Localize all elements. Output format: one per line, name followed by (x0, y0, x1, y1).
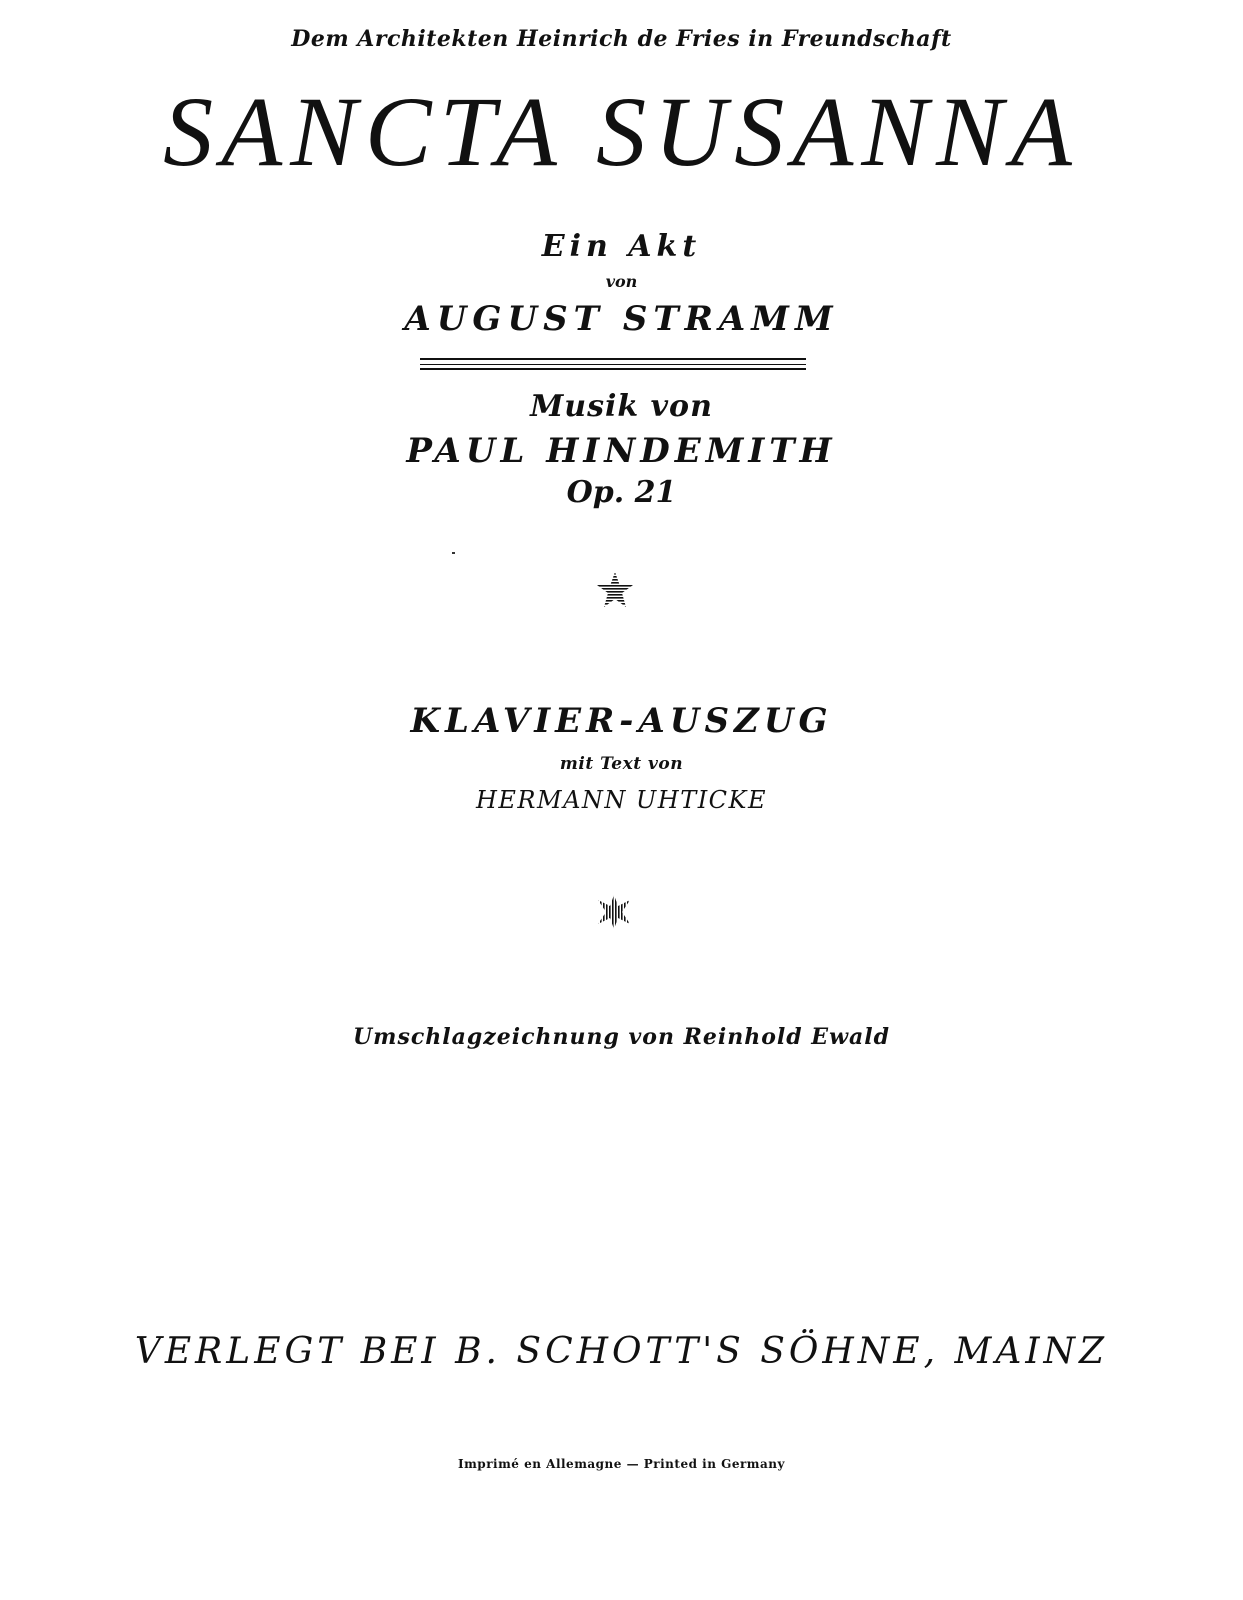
speck (452, 552, 455, 554)
text-by-label: mit Text von (559, 754, 684, 774)
translator-name: HERMANN UHTICKE (475, 786, 767, 814)
opus-number: Op. 21 (566, 475, 677, 510)
score-type: KLAVIER-AUSZUG (410, 701, 833, 741)
author-name: AUGUST STRAMM (404, 299, 839, 339)
cover-credit: Umschlagzeichnung von Reinhold Ewald (352, 1024, 890, 1050)
dedication: Dem Architekten Heinrich de Fries in Freundschaft (291, 26, 952, 52)
author-label: von (605, 272, 638, 291)
subtitle: Ein Akt (541, 229, 702, 264)
star-ornament-icon (594, 892, 634, 932)
composer-name: PAUL HINDEMITH (406, 431, 837, 471)
divider-rule (420, 368, 806, 370)
printed-note: Imprimé en Allemagne — Printed in Germany (458, 1457, 785, 1471)
publisher: VERLEGT BEI B. SCHOTT'S SÖHNE, MAINZ (134, 1331, 1109, 1372)
page-title: SANCTA SUSANNA (163, 76, 1080, 187)
music-label: Musik von (530, 389, 713, 424)
divider-rule (420, 358, 806, 360)
star-ornament-icon (595, 570, 635, 610)
divider-rule (420, 364, 806, 365)
